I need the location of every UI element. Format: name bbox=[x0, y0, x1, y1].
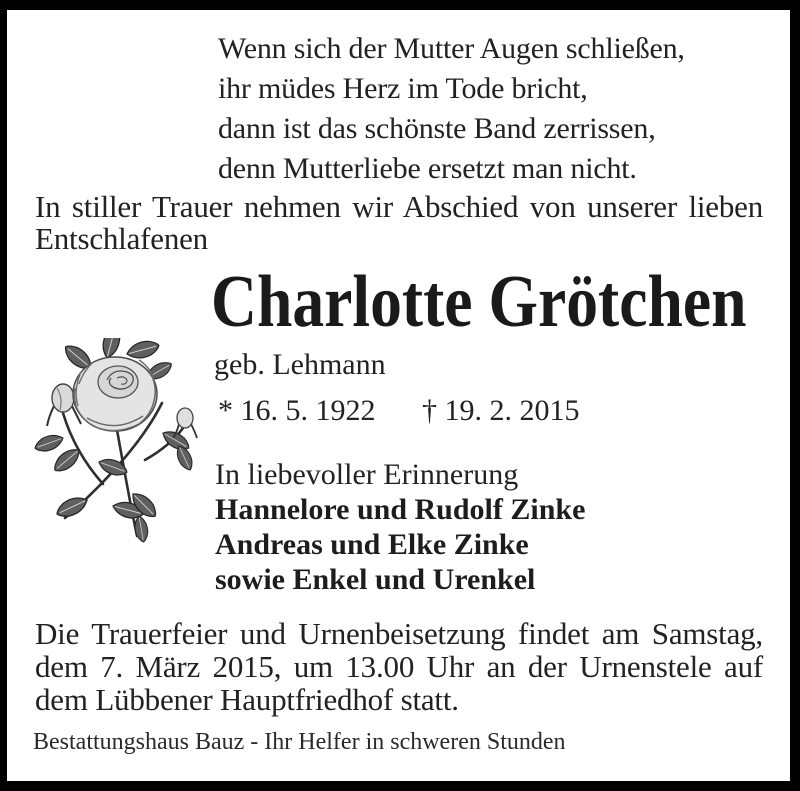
funeral-line: dem 7. März 2015, um 13.00 Uhr an der Urnenstele auf bbox=[35, 649, 763, 684]
deceased-name: Charlotte Grötchen bbox=[211, 261, 747, 343]
poem-line: denn Mutterliebe ersetzt man nicht. bbox=[218, 152, 637, 185]
rose-icon bbox=[27, 338, 202, 543]
remembrance-intro: In liebevoller Erinnerung bbox=[215, 458, 519, 491]
intro-paragraph bbox=[35, 191, 763, 255]
poem-line: ihr müdes Herz im Tode bricht, bbox=[218, 72, 588, 105]
poem-line: dann ist das schönste Band zerrissen, bbox=[218, 112, 656, 145]
notice-paper bbox=[7, 10, 790, 781]
poem-line: Wenn sich der Mutter Augen schließen, bbox=[218, 32, 685, 65]
funeral-line: Die Trauerfeier und Urnenbeisetzung findet am Samstag, bbox=[35, 616, 763, 651]
birth-date: * 16. 5. 1922 bbox=[218, 394, 376, 427]
intro-line: Entschlafenen bbox=[35, 221, 208, 256]
funeral-home-line: Bestattungshaus Bauz - Ihr Helfer in schweren Stunden bbox=[33, 729, 566, 755]
death-date: † 19. 2. 2015 bbox=[422, 394, 580, 427]
funeral-line: dem Lübbener Hauptfriedhof statt. bbox=[35, 682, 459, 717]
maiden-name: geb. Lehmann bbox=[214, 348, 386, 381]
mourner-line: sowie Enkel und Urenkel bbox=[215, 563, 536, 596]
intro-line: In stiller Trauer nehmen wir Abschied von unserer lieben bbox=[35, 189, 763, 224]
funeral-info bbox=[35, 617, 763, 716]
remembrance-block bbox=[215, 457, 775, 597]
mourner-line: Hannelore und Rudolf Zinke bbox=[215, 493, 586, 526]
life-dates bbox=[218, 395, 580, 427]
memorial-poem bbox=[218, 29, 798, 189]
mourner-line: Andreas und Elke Zinke bbox=[215, 528, 529, 561]
